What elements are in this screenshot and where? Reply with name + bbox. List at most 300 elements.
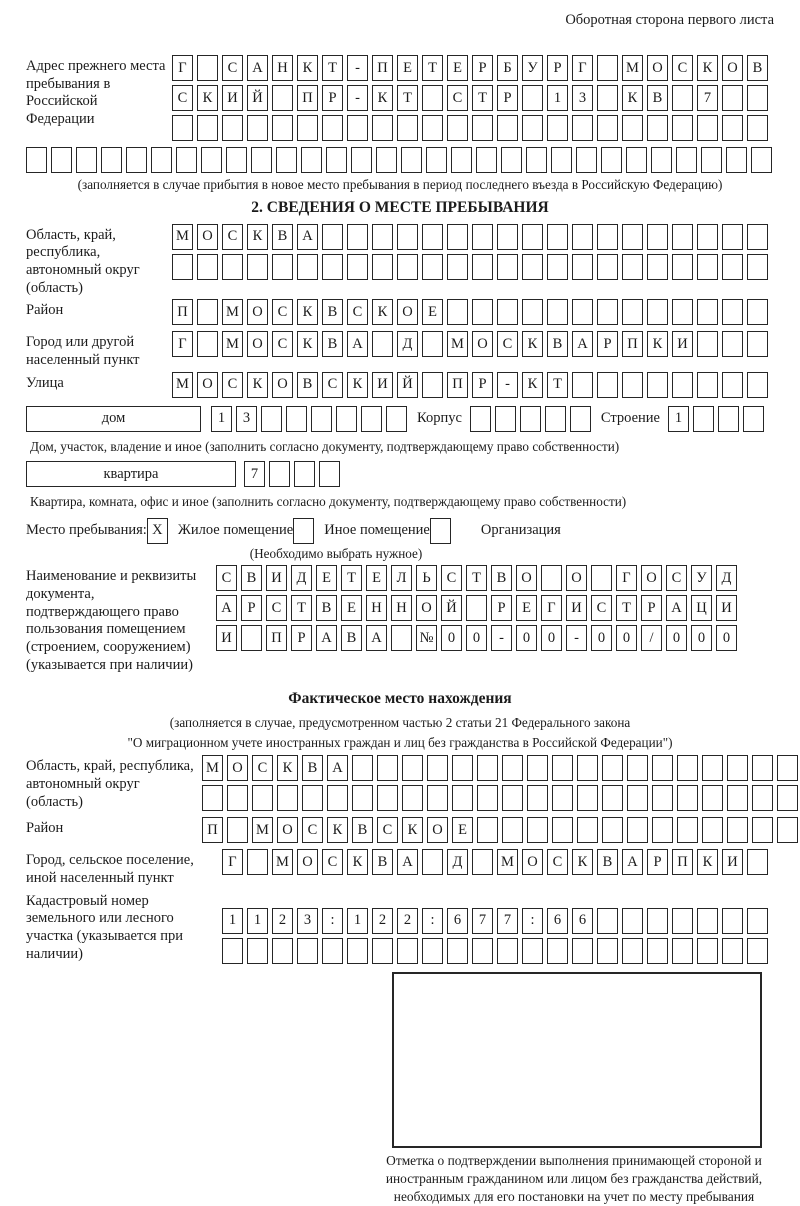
char-cell xyxy=(697,224,718,250)
char-cell xyxy=(477,817,498,843)
char-cell xyxy=(697,938,718,964)
street-row xyxy=(172,372,768,398)
char-cell xyxy=(702,817,723,843)
prev-address-row-1 xyxy=(172,55,768,81)
char-cell: О xyxy=(277,817,298,843)
char-cell xyxy=(422,938,443,964)
char-cell xyxy=(476,147,497,173)
char-cell xyxy=(697,372,718,398)
char-cell xyxy=(297,938,318,964)
char-cell: М xyxy=(222,299,243,325)
char-cell: К xyxy=(247,372,268,398)
char-cell: М xyxy=(252,817,273,843)
char-cell: Н xyxy=(391,595,412,621)
char-cell: 1 xyxy=(247,908,268,934)
char-cell: Й xyxy=(441,595,462,621)
prev-address-note: (заполняется в случае прибытия в новое место пребывания в период последнего въезда в Российскую Федерацию) xyxy=(77,177,723,192)
char-cell xyxy=(751,147,772,173)
char-cell xyxy=(501,147,522,173)
char-cell xyxy=(176,147,197,173)
char-cell xyxy=(647,224,668,250)
residence-checkbox-dwelling xyxy=(147,518,168,544)
char-cell: Е xyxy=(366,565,387,591)
char-cell xyxy=(622,115,643,141)
char-cell: О xyxy=(227,755,248,781)
char-cell xyxy=(447,224,468,250)
char-cell xyxy=(497,224,518,250)
char-cell: 0 xyxy=(716,625,737,651)
char-cell: С xyxy=(252,755,273,781)
char-cell xyxy=(672,938,693,964)
char-cell: О xyxy=(416,595,437,621)
char-cell: Е xyxy=(516,595,537,621)
char-cell xyxy=(597,85,618,111)
char-cell xyxy=(422,372,443,398)
char-cell xyxy=(647,908,668,934)
char-cell: О xyxy=(197,224,218,250)
char-cell xyxy=(502,785,523,811)
char-cell xyxy=(247,254,268,280)
char-cell: 0 xyxy=(616,625,637,651)
char-cell xyxy=(101,147,122,173)
residence-type-row xyxy=(26,518,774,544)
char-cell: А xyxy=(666,595,687,621)
char-cell: К xyxy=(347,849,368,875)
char-cell xyxy=(672,908,693,934)
char-cell xyxy=(247,938,268,964)
char-cell: Е xyxy=(447,55,468,81)
char-cell: : xyxy=(522,908,543,934)
char-cell xyxy=(472,224,493,250)
char-cell: 1 xyxy=(347,908,368,934)
char-cell: 6 xyxy=(447,908,468,934)
char-cell xyxy=(652,755,673,781)
actual-district-label: Район xyxy=(26,820,64,837)
char-cell xyxy=(545,406,566,432)
char-cell xyxy=(426,147,447,173)
char-cell: С xyxy=(497,331,518,357)
char-cell: Г xyxy=(616,565,637,591)
char-cell: И xyxy=(372,372,393,398)
char-cell: М xyxy=(222,331,243,357)
char-cell xyxy=(391,625,412,651)
char-cell: О xyxy=(247,331,268,357)
cadastral-block xyxy=(26,890,774,968)
char-cell xyxy=(647,115,668,141)
char-cell xyxy=(602,785,623,811)
char-cell xyxy=(577,817,598,843)
char-cell xyxy=(472,938,493,964)
char-cell xyxy=(747,115,768,141)
char-cell xyxy=(222,938,243,964)
char-cell xyxy=(402,785,423,811)
char-cell xyxy=(197,115,218,141)
char-cell xyxy=(547,115,568,141)
char-cell xyxy=(722,299,743,325)
char-cell xyxy=(361,406,382,432)
char-cell: И xyxy=(216,625,237,651)
char-cell: К xyxy=(247,224,268,250)
char-cell: Т xyxy=(341,565,362,591)
char-cell: 0 xyxy=(691,625,712,651)
char-cell xyxy=(422,849,443,875)
char-cell: Р xyxy=(322,85,343,111)
region-block xyxy=(26,224,774,298)
char-cell: С xyxy=(322,849,343,875)
char-cell: К xyxy=(522,372,543,398)
char-cell xyxy=(697,299,718,325)
char-cell xyxy=(430,518,451,544)
actual-city-label: Город, сельское поселение, иной населенный пункт xyxy=(26,852,194,886)
char-cell: Д xyxy=(397,331,418,357)
char-cell xyxy=(547,299,568,325)
char-cell: Т xyxy=(291,595,312,621)
char-cell: О xyxy=(297,849,318,875)
char-cell xyxy=(26,147,47,173)
char-cell: П xyxy=(172,299,193,325)
char-cell xyxy=(591,565,612,591)
char-cell xyxy=(226,147,247,173)
char-cell xyxy=(126,147,147,173)
char-cell xyxy=(777,785,798,811)
confirmation-stamp-box xyxy=(392,972,762,1148)
char-cell: Т xyxy=(322,55,343,81)
char-cell xyxy=(526,147,547,173)
apartment-number-cells xyxy=(244,461,340,487)
char-cell: А xyxy=(347,331,368,357)
char-cell: - xyxy=(497,372,518,398)
char-cell xyxy=(520,406,541,432)
char-cell xyxy=(227,785,248,811)
char-cell xyxy=(269,461,290,487)
char-cell: П xyxy=(447,372,468,398)
char-cell: И xyxy=(672,331,693,357)
char-cell xyxy=(752,785,773,811)
char-cell xyxy=(747,372,768,398)
char-cell: Г xyxy=(572,55,593,81)
char-cell: С xyxy=(302,817,323,843)
apartment-box-label: квартира xyxy=(26,461,236,487)
char-cell: В xyxy=(297,372,318,398)
char-cell xyxy=(311,406,332,432)
section2-title: 2. СВЕДЕНИЯ О МЕСТЕ ПРЕБЫВАНИЯ xyxy=(251,198,549,216)
char-cell xyxy=(747,299,768,325)
char-cell xyxy=(277,785,298,811)
char-cell: О xyxy=(427,817,448,843)
prev-address-row-4 xyxy=(26,147,774,173)
char-cell xyxy=(572,254,593,280)
char-cell xyxy=(602,817,623,843)
char-cell: 0 xyxy=(591,625,612,651)
char-cell: В xyxy=(372,849,393,875)
char-cell: Р xyxy=(472,55,493,81)
char-cell: Г xyxy=(172,55,193,81)
char-cell xyxy=(272,115,293,141)
char-cell xyxy=(597,372,618,398)
char-cell xyxy=(452,755,473,781)
char-cell xyxy=(677,755,698,781)
char-cell: О xyxy=(647,55,668,81)
char-cell: Д xyxy=(716,565,737,591)
char-cell xyxy=(377,785,398,811)
char-cell xyxy=(522,85,543,111)
char-cell: Й xyxy=(397,372,418,398)
char-cell: Т xyxy=(466,565,487,591)
char-cell xyxy=(470,406,491,432)
apartment-note: Квартира, комната, офис и иное (заполнить согласно документу, подтверждающему право собственности) xyxy=(30,494,627,510)
char-cell xyxy=(151,147,172,173)
char-cell: О xyxy=(722,55,743,81)
char-cell: К xyxy=(697,849,718,875)
char-cell xyxy=(472,849,493,875)
char-cell: Д xyxy=(447,849,468,875)
char-cell xyxy=(76,147,97,173)
char-cell xyxy=(527,785,548,811)
char-cell xyxy=(697,908,718,934)
char-cell: 7 xyxy=(472,908,493,934)
char-cell: Н xyxy=(272,55,293,81)
char-cell xyxy=(551,147,572,173)
char-cell: О xyxy=(197,372,218,398)
dwelling-label: Жилое помещение xyxy=(177,522,294,539)
confirmation-stamp-note: Отметка о подтверждении выполнения принимающей стороной и иностранным гражданином или лицом без гражданства действий, необходимых для его постановки на учет по месту пребывания xyxy=(385,1152,763,1204)
char-cell xyxy=(527,817,548,843)
char-cell xyxy=(227,817,248,843)
char-cell xyxy=(422,331,443,357)
char-cell xyxy=(397,224,418,250)
char-cell: Н xyxy=(366,595,387,621)
char-cell xyxy=(727,817,748,843)
actual-location-note-2: "О миграционном учете иностранных граждан и лиц без гражданства в Российской Федерации") xyxy=(127,734,673,750)
char-cell: С xyxy=(216,565,237,591)
char-cell xyxy=(322,254,343,280)
char-cell xyxy=(677,817,698,843)
char-cell: К xyxy=(297,299,318,325)
char-cell xyxy=(495,406,516,432)
char-cell xyxy=(601,147,622,173)
char-cell: - xyxy=(347,55,368,81)
char-cell xyxy=(372,938,393,964)
char-cell: 7 xyxy=(244,461,265,487)
house-note: Дом, участок, владение и иное (заполнить согласно документу, подтверждающему право собственности) xyxy=(30,438,620,454)
char-cell: 2 xyxy=(372,908,393,934)
char-cell: 0 xyxy=(541,625,562,651)
char-cell xyxy=(422,115,443,141)
house-row xyxy=(26,406,774,436)
stroenie-cells xyxy=(668,406,764,432)
char-cell xyxy=(447,299,468,325)
char-cell xyxy=(726,147,747,173)
char-cell xyxy=(197,254,218,280)
char-cell xyxy=(197,331,218,357)
char-cell: Р xyxy=(647,849,668,875)
char-cell: М xyxy=(202,755,223,781)
char-cell: А xyxy=(572,331,593,357)
char-cell xyxy=(722,254,743,280)
char-cell: К xyxy=(402,817,423,843)
char-cell xyxy=(693,406,714,432)
char-cell: Т xyxy=(472,85,493,111)
residence-type-label: Место пребывания: xyxy=(26,522,147,539)
char-cell xyxy=(652,817,673,843)
char-cell xyxy=(777,817,798,843)
document-row-3 xyxy=(216,625,737,651)
char-cell: У xyxy=(691,565,712,591)
stroenie-label: Строение xyxy=(600,409,660,426)
apartment-row xyxy=(26,461,774,491)
char-cell xyxy=(197,55,218,81)
char-cell: 1 xyxy=(547,85,568,111)
char-cell xyxy=(627,817,648,843)
char-cell: С xyxy=(347,299,368,325)
char-cell xyxy=(347,254,368,280)
char-cell: У xyxy=(522,55,543,81)
char-cell: К xyxy=(572,849,593,875)
char-cell: 7 xyxy=(697,85,718,111)
char-cell xyxy=(522,254,543,280)
actual-district-block xyxy=(26,817,774,847)
char-cell xyxy=(697,115,718,141)
char-cell: С xyxy=(547,849,568,875)
char-cell: И xyxy=(722,849,743,875)
char-cell xyxy=(397,254,418,280)
char-cell: Е xyxy=(397,55,418,81)
char-cell: И xyxy=(222,85,243,111)
city-block xyxy=(26,331,774,369)
char-cell xyxy=(241,625,262,651)
char-cell xyxy=(702,785,723,811)
char-cell xyxy=(326,147,347,173)
actual-region-block xyxy=(26,755,774,815)
char-cell: Р xyxy=(291,625,312,651)
char-cell: Г xyxy=(172,331,193,357)
char-cell xyxy=(297,115,318,141)
prev-address-block xyxy=(26,55,774,145)
char-cell xyxy=(347,224,368,250)
document-label: Наименование и реквизиты документа, подтверждающего право пользования помещением (строением, сооружением) (указывается при наличии) xyxy=(26,568,197,673)
char-cell xyxy=(297,254,318,280)
char-cell xyxy=(597,55,618,81)
char-cell: В xyxy=(272,224,293,250)
char-cell: О xyxy=(472,331,493,357)
char-cell xyxy=(722,331,743,357)
char-cell: 0 xyxy=(466,625,487,651)
char-cell xyxy=(351,147,372,173)
char-cell: Р xyxy=(597,331,618,357)
char-cell: Е xyxy=(422,299,443,325)
char-cell xyxy=(577,785,598,811)
char-cell: В xyxy=(747,55,768,81)
char-cell: А xyxy=(327,755,348,781)
char-cell xyxy=(276,147,297,173)
char-cell xyxy=(51,147,72,173)
char-cell: Е xyxy=(316,565,337,591)
char-cell xyxy=(747,938,768,964)
char-cell: Г xyxy=(541,595,562,621)
char-cell xyxy=(422,85,443,111)
char-cell: 3 xyxy=(297,908,318,934)
char-cell: : xyxy=(422,908,443,934)
char-cell: 0 xyxy=(516,625,537,651)
char-cell xyxy=(727,785,748,811)
char-cell xyxy=(497,254,518,280)
char-cell: Р xyxy=(547,55,568,81)
document-row-2 xyxy=(216,595,737,621)
region-row-1 xyxy=(172,224,768,250)
char-cell xyxy=(622,372,643,398)
char-cell: X xyxy=(147,518,168,544)
char-cell: К xyxy=(297,55,318,81)
char-cell xyxy=(372,331,393,357)
char-cell xyxy=(752,755,773,781)
char-cell xyxy=(672,372,693,398)
char-cell xyxy=(272,254,293,280)
char-cell xyxy=(672,254,693,280)
actual-location-title: Фактическое место нахождения xyxy=(288,690,512,708)
char-cell xyxy=(552,785,573,811)
char-cell xyxy=(570,406,591,432)
char-cell xyxy=(672,85,693,111)
char-cell xyxy=(672,115,693,141)
char-cell xyxy=(252,785,273,811)
char-cell xyxy=(652,785,673,811)
char-cell: В xyxy=(316,595,337,621)
char-cell xyxy=(647,254,668,280)
char-cell: А xyxy=(397,849,418,875)
char-cell: К xyxy=(522,331,543,357)
char-cell xyxy=(502,755,523,781)
char-cell: 0 xyxy=(666,625,687,651)
char-cell: М xyxy=(172,224,193,250)
char-cell xyxy=(477,755,498,781)
city-label: Город или другой населенный пункт xyxy=(26,334,140,368)
char-cell xyxy=(202,785,223,811)
actual-city-block xyxy=(26,849,774,887)
char-cell xyxy=(272,85,293,111)
korpus-cells xyxy=(470,406,591,432)
char-cell: В xyxy=(352,817,373,843)
char-cell: С xyxy=(172,85,193,111)
char-cell xyxy=(452,785,473,811)
char-cell xyxy=(647,372,668,398)
char-cell xyxy=(502,817,523,843)
char-cell xyxy=(627,755,648,781)
char-cell xyxy=(747,849,768,875)
char-cell: 0 xyxy=(441,625,462,651)
char-cell: В xyxy=(322,331,343,357)
char-cell: К xyxy=(197,85,218,111)
char-cell: С xyxy=(222,372,243,398)
char-cell xyxy=(577,755,598,781)
char-cell: Г xyxy=(222,849,243,875)
char-cell: А xyxy=(297,224,318,250)
char-cell xyxy=(377,755,398,781)
char-cell xyxy=(401,147,422,173)
char-cell: Е xyxy=(452,817,473,843)
char-cell xyxy=(722,85,743,111)
char-cell xyxy=(697,331,718,357)
char-cell: Т xyxy=(397,85,418,111)
char-cell: 3 xyxy=(572,85,593,111)
char-cell xyxy=(272,938,293,964)
district-block xyxy=(26,299,774,329)
char-cell: Е xyxy=(341,595,362,621)
char-cell: М xyxy=(172,372,193,398)
char-cell: П xyxy=(266,625,287,651)
char-cell: С xyxy=(666,565,687,591)
char-cell xyxy=(472,299,493,325)
residence-checkbox-other xyxy=(293,518,314,544)
